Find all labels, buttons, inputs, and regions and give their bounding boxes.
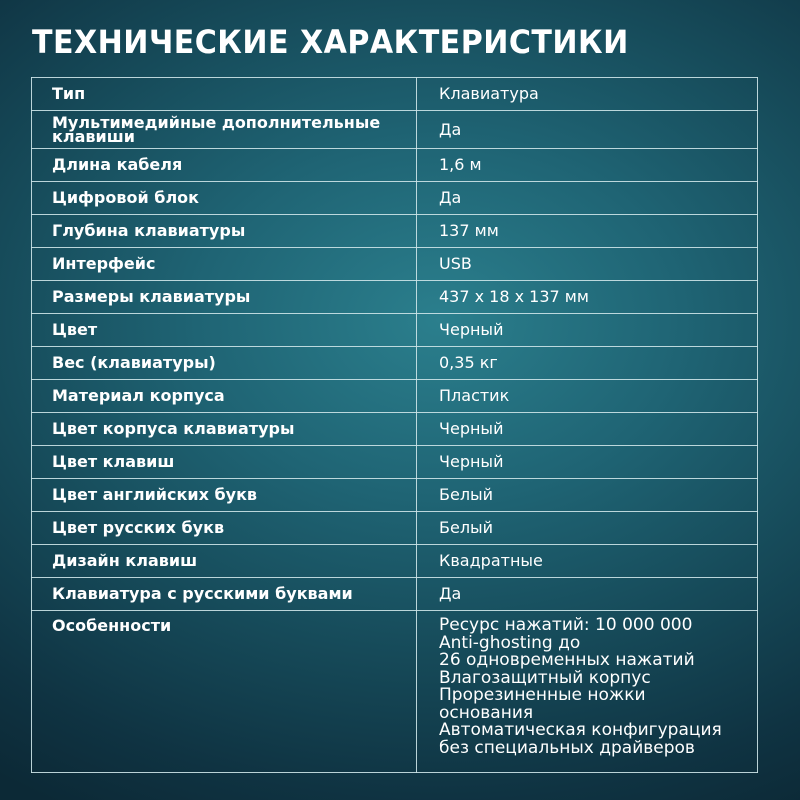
spec-value: Да <box>417 182 758 215</box>
spec-label: Мультимедийные дополнительные клавиши <box>32 111 417 149</box>
table-row <box>32 281 758 314</box>
spec-value: 137 мм <box>417 215 758 248</box>
spec-value: Пластик <box>417 380 758 413</box>
specs-table <box>31 77 758 773</box>
table-row <box>32 578 758 611</box>
feature-line: без специальных драйверов <box>439 737 695 758</box>
spec-value: Клавиатура <box>417 78 758 111</box>
spec-label: Интерфейс <box>32 248 417 281</box>
table-row <box>32 111 758 149</box>
spec-label: Размеры клавиатуры <box>32 281 417 314</box>
spec-value: Черный <box>417 413 758 446</box>
feature-line: Прорезиненные ножки <box>439 685 646 705</box>
feature-line: Ресурс нажатий: 10 000 000 <box>439 615 693 635</box>
table-row <box>32 413 758 446</box>
table-row <box>32 545 758 578</box>
table-row <box>32 248 758 281</box>
table-row <box>32 611 758 773</box>
spec-label: Глубина клавиатуры <box>32 215 417 248</box>
spec-label: Вес (клавиатуры) <box>32 347 417 380</box>
spec-value: Белый <box>417 512 758 545</box>
spec-value: 437 x 18 x 137 мм <box>417 281 758 314</box>
spec-label: Цифровой блок <box>32 182 417 215</box>
features-label: Особенности <box>32 611 417 773</box>
spec-value: Белый <box>417 479 758 512</box>
spec-value: Квадратные <box>417 545 758 578</box>
table-row <box>32 314 758 347</box>
table-row <box>32 380 758 413</box>
feature-line: основания <box>439 702 534 723</box>
table-row <box>32 215 758 248</box>
table-row <box>32 446 758 479</box>
table-row <box>32 149 758 182</box>
spec-value: Черный <box>417 314 758 347</box>
table-row <box>32 78 758 111</box>
spec-label: Тип <box>32 78 417 111</box>
spec-label: Цвет <box>32 314 417 347</box>
spec-label: Цвет корпуса клавиатуры <box>32 413 417 446</box>
spec-label: Цвет клавиш <box>32 446 417 479</box>
table-row <box>32 479 758 512</box>
spec-label: Материал корпуса <box>32 380 417 413</box>
spec-value: 1,6 м <box>417 149 758 182</box>
table-row <box>32 347 758 380</box>
table-row <box>32 182 758 215</box>
features-list <box>417 611 758 773</box>
spec-value: Да <box>417 111 758 149</box>
spec-value: 0,35 кг <box>417 347 758 380</box>
feature-line: Автоматическая конфигурация <box>439 720 722 740</box>
spec-label: Дизайн клавиш <box>32 545 417 578</box>
spec-label: Цвет английских букв <box>32 479 417 512</box>
page-title: ТЕХНИЧЕСКИЕ ХАРАКТЕРИСТИКИ <box>32 23 629 61</box>
feature-line: 26 одновременных нажатий <box>439 650 695 670</box>
feature-line: Anti-ghosting до <box>439 632 581 653</box>
spec-label: Клавиатура с русскими буквами <box>32 578 417 611</box>
feature-line: Влагозащитный корпус <box>439 667 651 688</box>
spec-label: Цвет русских букв <box>32 512 417 545</box>
table-row <box>32 512 758 545</box>
spec-value: Черный <box>417 446 758 479</box>
spec-label: Длина кабеля <box>32 149 417 182</box>
spec-value: USB <box>417 248 758 281</box>
spec-value: Да <box>417 578 758 611</box>
